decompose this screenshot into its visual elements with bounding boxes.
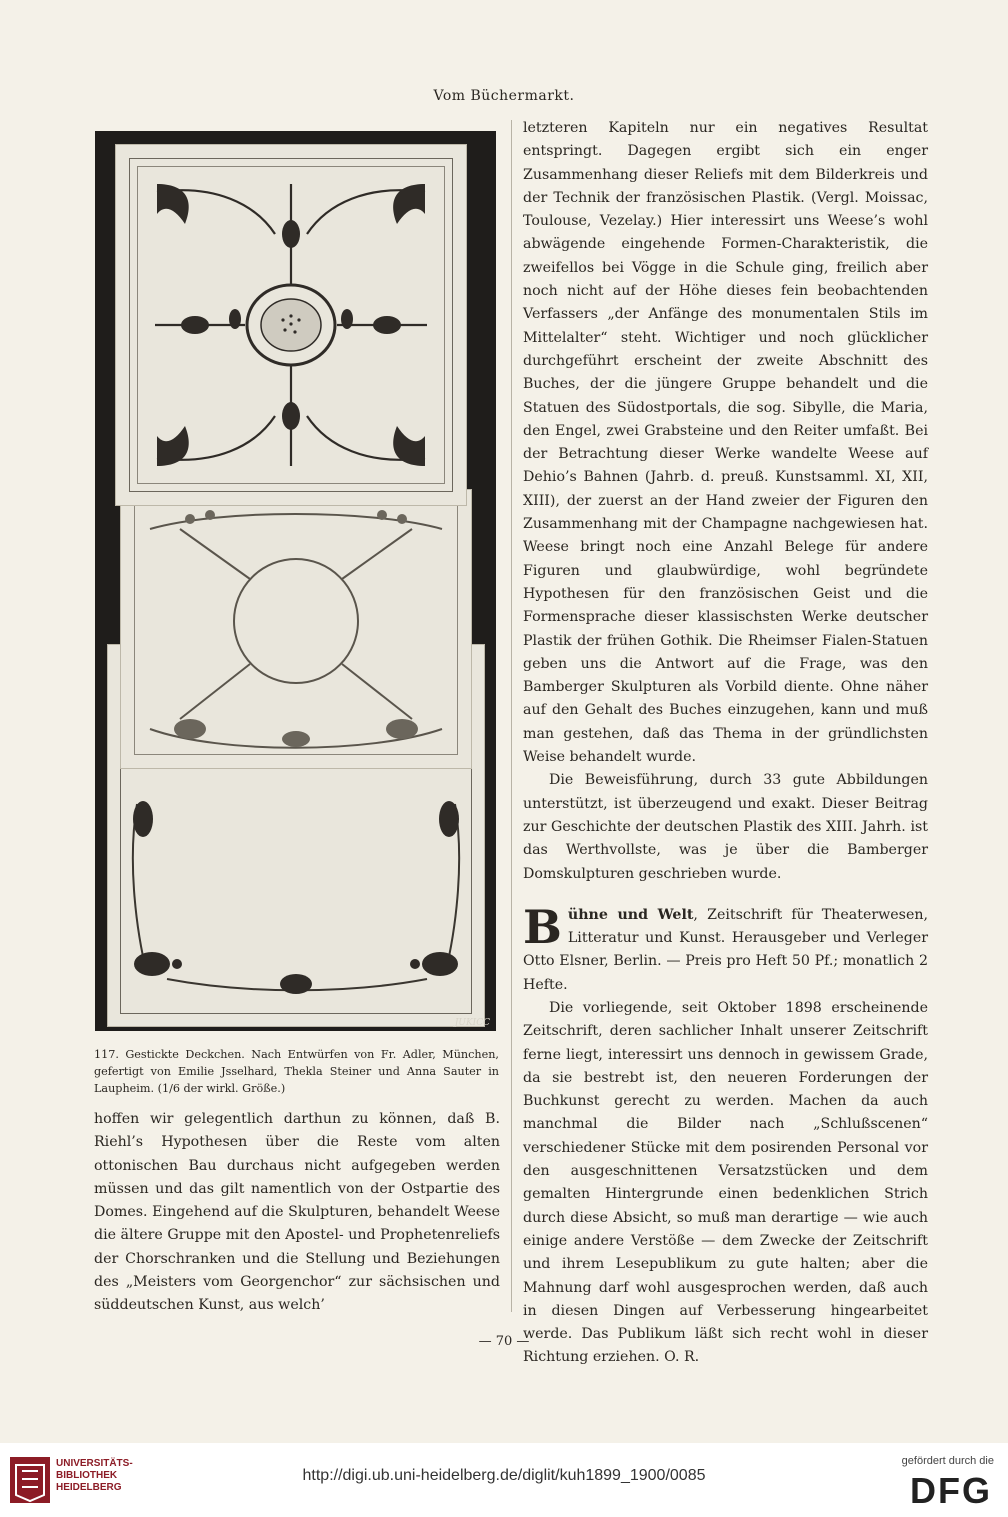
right-paragraph-3: Die vorliegende, seit Oktober 1898 erscheinende Zeitschrift, deren sachlicher Inhalt unserer Zeitschrift ferne liegt, interessirt uns dennoch in gewissem Grade, da sie bestrebt ist, den neueren Forderungen der Buchkunst gerecht zu werden. Machen da auch manchmal die Bilder nach „Schlußscenen“ verschiedener Stücke mit dem posirenden Personal vor den ausgeschnittenen Versatzstücken und dem gemalten Hintergrunde einen bedenklichen Strich durch diese Absicht, so muß man derartige — wie auch einige andere Verstöße — dem Zwecke der Zeitschrift und ihrem Lesepublikum zu gute halten; aber die Mahnung darf wohl ausgesprochen werden, daß auch in diesen Dingen auf Verbesserung hingearbeitet werde. Das Publikum läßt sich recht wohl in dieser Richtung erziehen. O. R. xyxy=(523,999,928,1366)
library-line-3: HEIDELBERG xyxy=(56,1482,122,1493)
floral-ornament-icon xyxy=(115,144,467,506)
doilies-illustration xyxy=(95,131,496,1031)
right-paragraph-2: Die Beweisführung, durch 33 gute Abbildungen unterstützt, ist überzeugend und exakt. Dieser Beitrag zur Geschichte der deutschen Plastik des XIII. Jahrh. ist das Werthvollste, was je über die Bamberger Domskulpturen geschrieben wurde. xyxy=(523,772,928,882)
dropcap-letter: B xyxy=(523,899,562,954)
caption-text: 117. Gestickte Deckchen. Nach Entwürfen von Fr. Adler, München, gefertigt von Emilie Jsselhard, Thekla Steiner und Anna Sauter in Laupheim. (1/6 der wirkl. Größe.) xyxy=(94,1048,499,1095)
doily-top xyxy=(115,144,467,506)
figure-caption xyxy=(94,1046,499,1097)
dfg-logo[interactable]: DFG xyxy=(910,1470,992,1511)
left-column-paragraph: hoffen wir gelegentlich darthun zu können, daß B. Riehl’s Hypothesen über die Reste vom alten ottonischen Bau durchaus nicht aufgegeben werden müssen und das gilt namentlich von der Ostpartie des Domes. Eingehend auf die Skulpturen, behandelt Weese die ältere Gruppe mit den Apostel- und Prophetenreliefs der Chorschranken und die Stellung und Beziehungen des „Meisters vom Georgenchor“ zur sächsischen und süddeutschen Kunst, aus welch’ xyxy=(94,1111,500,1314)
wreath-ornament-icon xyxy=(120,489,472,769)
artist-signature: JUKICC xyxy=(454,1018,490,1028)
right-paragraph-1: letzteren Kapiteln nur ein negatives Resultat entspringt. Dagegen ergibt sich ein enger Zusammenhang dieser Reliefs mit dem Bilderkreis und der Technik der französischen Plastik. (Vergl. Moissac, Toulouse, Vezelay.) Hier interessirt uns Weese’s wohl abwägende eingehende Formen-Charakteristik, die zweifellos bei Vögge in die Schule ging, freilich aber noch nicht auf der Höhe dieses fein beobachtenden Verfassers „der Anfänge des monumentalen Stils im Mittelalter“ steht. Wichtiger und noch glücklicher durchgeführt erscheint der zweite Abschnitt des Buches, der die jüngere Gruppe behandelt und die Statuen des Südostportals, die sog. Sibylle, die Maria, den Engel, zwei Grabsteine und den Reiter umfaßt. Bei der Betrachtung dieser Werke wandelte Weese auf Dehio’s Bahnen (Jahrb. d. preuß. Kunstsamml. XI, XII, XIII), der zuerst an der Hand zweier der Figuren den Zusammenhang mit der Champagne nachgewiesen hat. Weese bringt noch eine Anzahl Belege für andere Figuren und glaubwürdige, wohl begründete Hypothesen für den französischen Geist und die Formensprache dieser klassischsten Werke deutscher Plastik der frühen Gothik. Die Rheimser Fialen-Statuen geben uns die Antwort auf die Frage, was den Bamberger Skulpturen als Vorbild diente. Ohne näher auf den Gehalt des Buches einzugehen, kann und muß man gestehen, daß das Thema in der gründlichsten Weise behandelt wurde. xyxy=(523,120,928,766)
journal-title: ühne und Welt xyxy=(567,906,694,923)
page-number: — 70 — xyxy=(478,1334,530,1349)
column-divider xyxy=(511,120,512,1312)
running-title: Vom Büchermarkt. xyxy=(433,88,575,104)
right-column xyxy=(523,117,928,1370)
library-line-1: UNIVERSITÄTS- xyxy=(56,1458,133,1469)
funded-by-text: gefördert durch die xyxy=(901,1455,994,1467)
permalink-url[interactable]: http://digi.ub.uni-heidelberg.de/diglit/kuh1899_1900/0085 xyxy=(302,1467,706,1484)
library-line-2: BIBLIOTHEK xyxy=(56,1470,118,1481)
doily-middle xyxy=(120,489,472,769)
viewer-footer xyxy=(0,1443,1008,1517)
review-heading xyxy=(523,899,928,997)
left-column xyxy=(94,1108,500,1318)
journal-details: , Zeitschrift für Theaterwesen, Litteratur und Kunst. Herausgeber und Verleger Otto Elsner, Berlin. — Preis pro Heft 50 Pf.; monatlich 2 Hefte. xyxy=(523,906,928,993)
